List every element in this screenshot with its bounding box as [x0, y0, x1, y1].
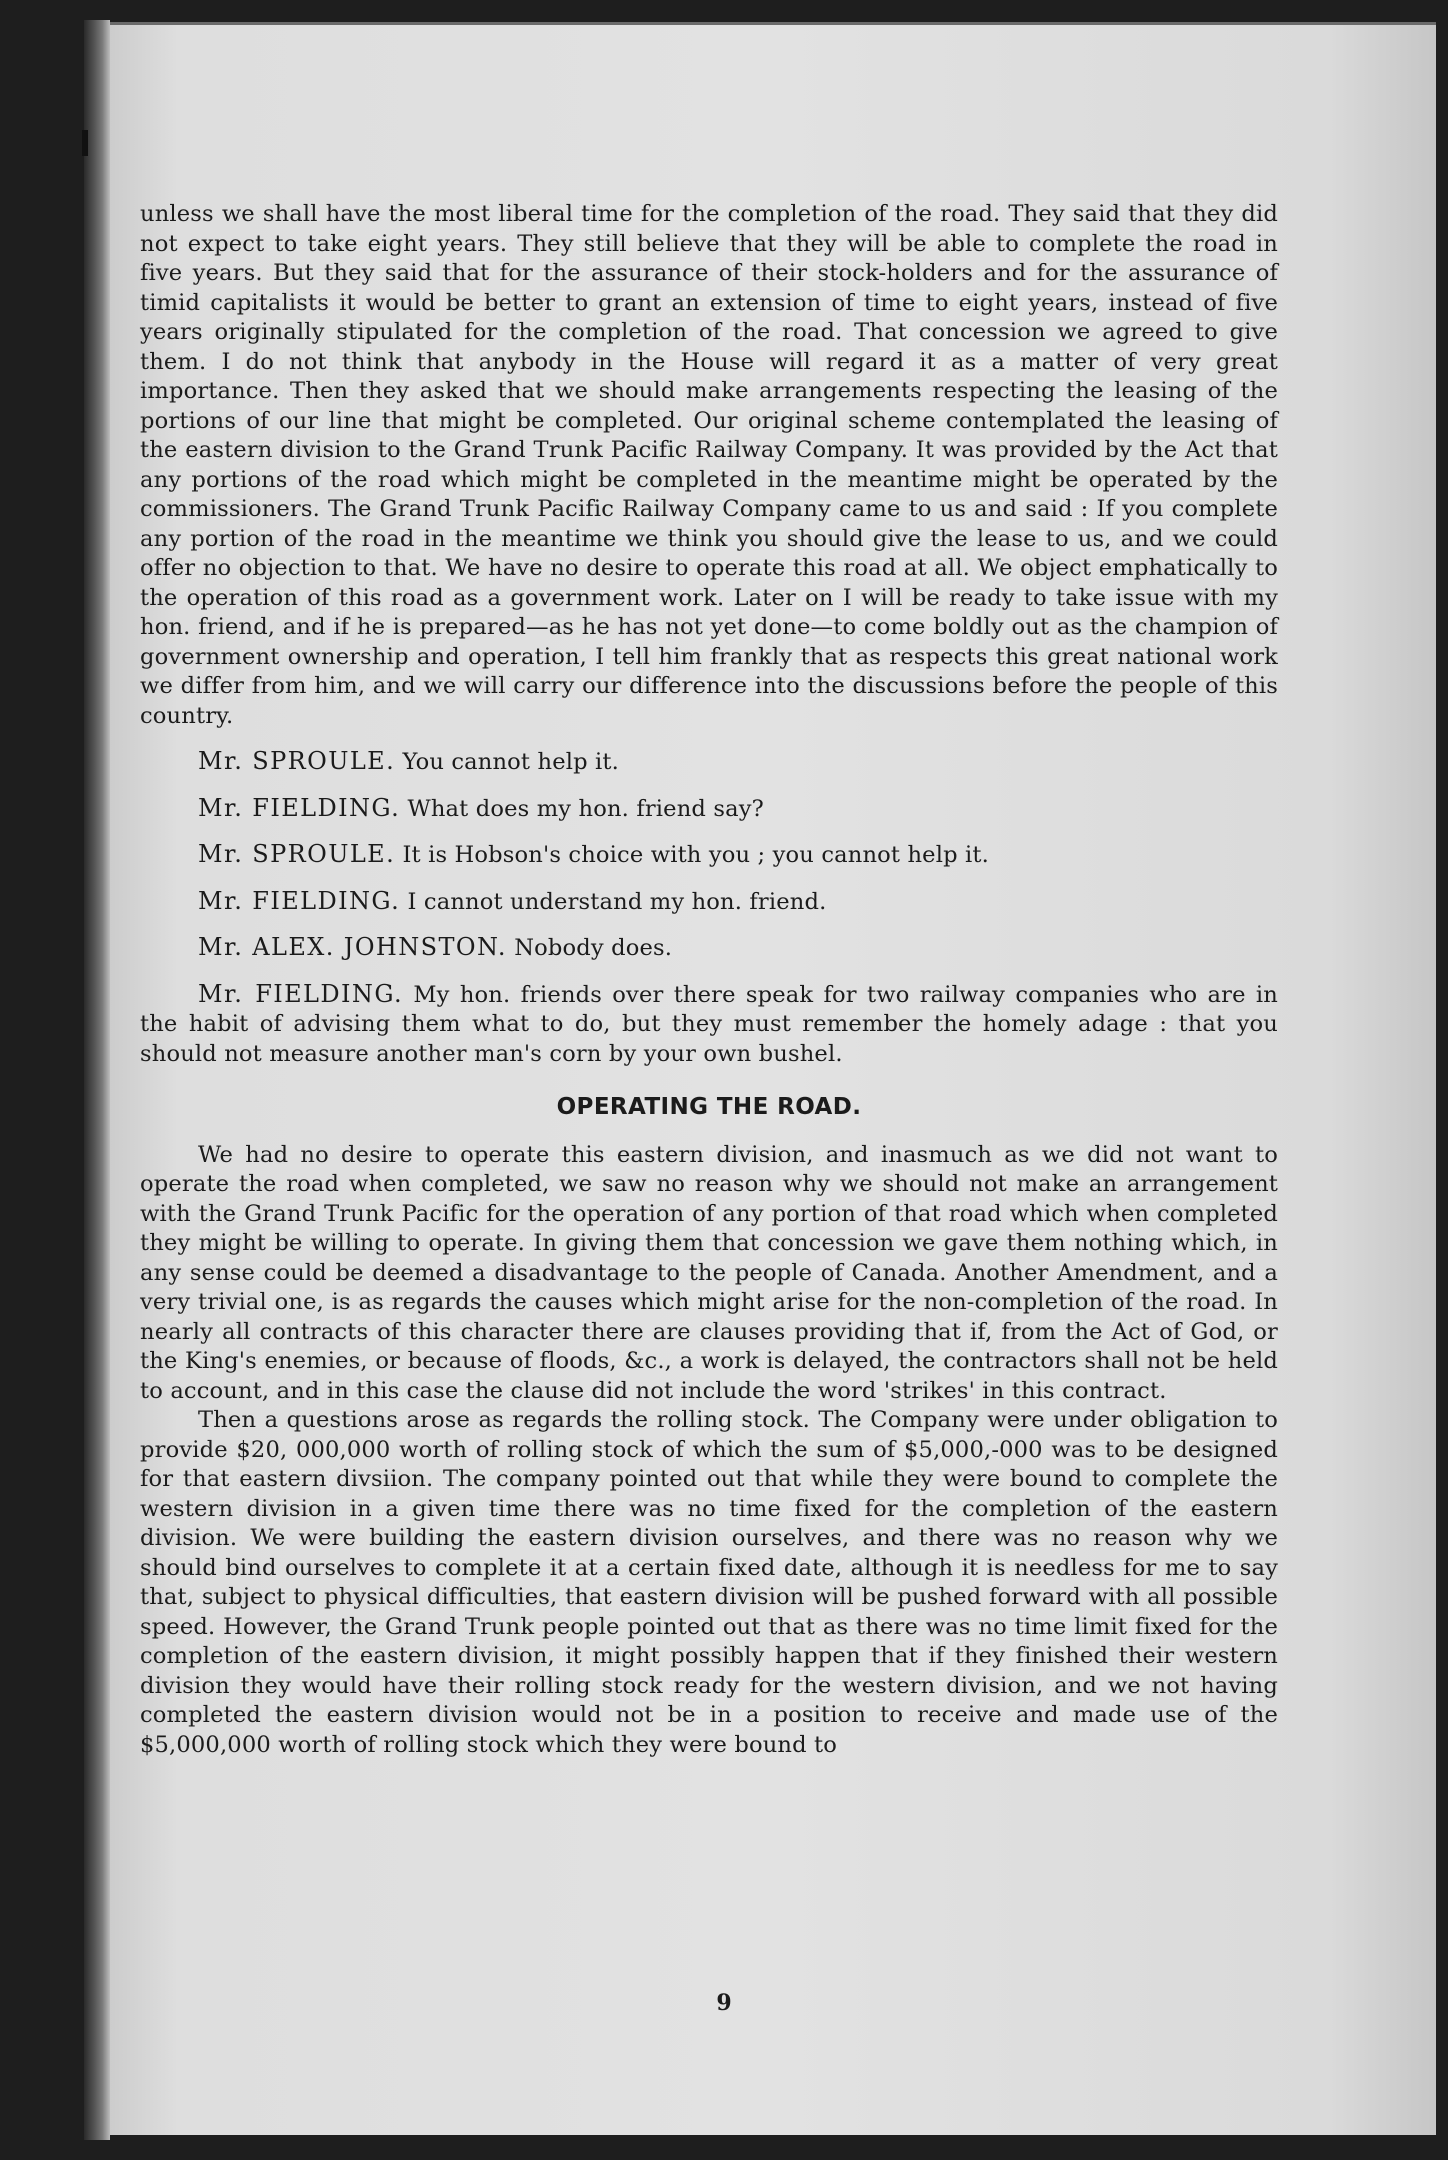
speech — [140, 887, 1278, 918]
speech-text: It is Hobson's choice with you ; you cannot help it. — [402, 842, 989, 868]
paragraph-continuation: unless we shall have the most liberal time for the completion of the road. They said that they did not expect to take eight years. They still believe that they will be able to complete the road in five years. But they said that for the assurance of their stock-holders and for the assurance of timid capitalists it would be better to grant an extension of time to eight years, instead of five years originally stipulated for the completion of the road. That concession we agreed to give them. I do not think that anybody in the House will regard it as a matter of very great importance. Then they asked that we should make arrangements respecting the leasing of the portions of our line that might be completed. Our original scheme contemplated the leasing of the eastern division to the Grand Trunk Pacific Railway Company. It was provided by the Act that any portions of the road which might be completed in the meantime might be operated by the commissioners. The Grand Trunk Pacific Railway Company came to us and said : If you complete any portion of the road in the meantime we think you should give the lease to us, and we could offer no objection to that. We have no desire to operate this road at all. We object emphatically to the operation of this road as a government work. Later on I will be ready to take issue with my hon. friend, and if he is prepared—as he has not yet done—to come boldly out as the champion of government ownership and operation, I tell him frankly that as respects this great national work we differ from him, and we will carry our difference into the discussions before the people of this country. — [140, 201, 1278, 729]
body-text — [140, 200, 1278, 1760]
section-heading: OPERATING THE ROAD. — [556, 1094, 862, 1120]
speech-text: I cannot understand my hon. friend. — [407, 888, 827, 915]
speaker-name: Mr. FIELDING. — [198, 979, 404, 1008]
binding-edge — [84, 20, 110, 2140]
speaker-name: Mr. FIELDING. — [198, 886, 401, 915]
speech — [140, 933, 1278, 964]
binding-mark — [82, 130, 88, 156]
speech — [140, 980, 1278, 1070]
speech-text: Nobody does. — [514, 935, 673, 961]
paragraph: Then a questions arose as regards the rolling stock. The Company were under obligation to provide $20, 000,000 worth of rolling stock of which the sum of $5,000,-000 was to be designed for that eastern divsiion. The company pointed out that while they were bound to complete the western division in a given time there was no time fixed for the completion of the eastern division. We were building the eastern division ourselves, and there was no reason why we should bind ourselves to complete it at a certain fixed date, although it is needless for me to say that, subject to physical difficulties, that eastern division will be pushed forward with all possible speed. However, the Grand Trunk people pointed out that as there was no time limit fixed for the completion of the eastern division, it might possibly happen that if they finished their western division they would have their rolling stock ready for the western division, and we not having completed the eastern division would not be in a position to receive and made use of the $5,000,000 worth of rolling stock which they were bound to — [140, 1407, 1278, 1758]
speaker-name: Mr. FIELDING. — [198, 793, 401, 822]
speaker-name: Mr. SPROULE. — [198, 747, 396, 775]
paragraph: We had no desire to operate this eastern division, and inasmuch as we did not want to operate the road when completed, we saw no reason why we should not make an arrangement with the Grand Trunk Pacific for the operation of any portion of that road which when completed they might be willing to operate. In giving them that concession we gave them nothing which, in any sense could be deemed a disadvantage to the people of Canada. Another Amendment, and a very trivial one, is as regards the causes which might arise for the non-completion of the road. In nearly all contracts of this character there are clauses providing that if, from the Act of God, or the King's enemies, or because of floods, &c., a work is delayed, the contractors shall not be held to account, and in this case the clause did not include the word 'strikes' in this contract. — [140, 1141, 1278, 1404]
speech — [140, 747, 1278, 778]
speech-text: What does my hon. friend say? — [407, 795, 764, 822]
page-number: 9 — [716, 1990, 732, 2016]
speech — [140, 794, 1278, 825]
speech — [140, 840, 1278, 871]
speaker-name: Mr. ALEX. JOHNSTON. — [198, 933, 507, 961]
speech-text: You cannot help it. — [402, 749, 619, 775]
speech-text: My hon. friends over there speak for two railway companies who are in the habit of advising them what to do, but they must remember the homely adage : that you should not measure another man's corn by your own bushel. — [140, 981, 1278, 1067]
speaker-name: Mr. SPROULE. — [198, 840, 396, 868]
